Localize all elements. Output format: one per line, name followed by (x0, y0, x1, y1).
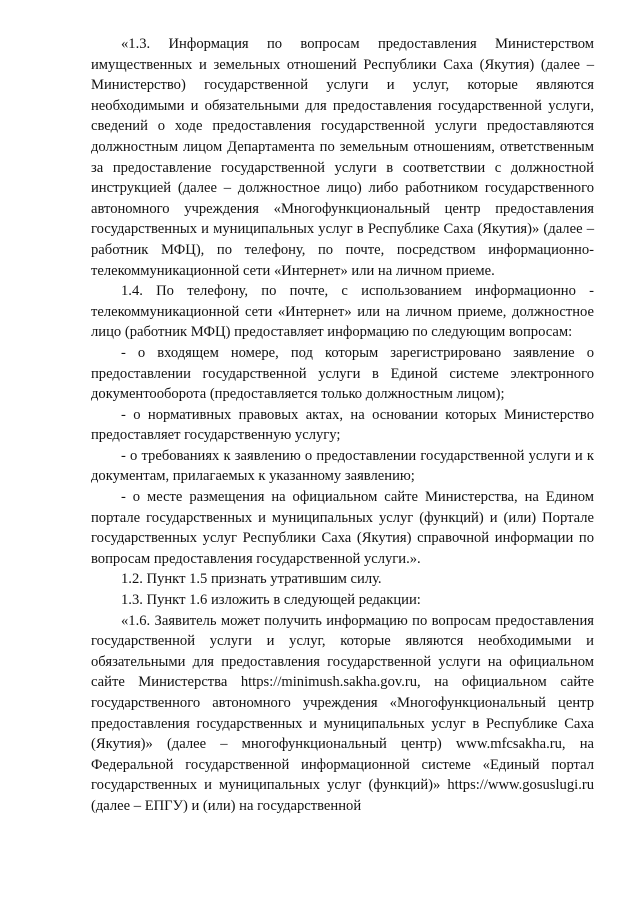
list-item-application-requirements: - о требованиях к заявлению о предоставлении государственной услуги и к документам, прилагаемых к указанному заявлению; (91, 447, 594, 485)
paragraph-1-4-channels: 1.4. По телефону, по почте, с использованием информационно - телекоммуникационной сети «Интернет» или на личном приеме, должностное лицо (работник МФЦ) предоставляет информацию по следующим вопросам: (91, 283, 594, 341)
paragraph-1-3-information: «1.3. Информация по вопросам предоставления Министерством имущественных и земельных отношений Республики Саха (Якутия) (далее – Министерство) государственной услуги и услуг, которые являются необходимыми и обязательными для предоставления государственной услуги, сведений о ходе предоставления государственной услуги предоставляются должностным лицом Департамента по земельным отношениям, ответственным за предоставление государственной услуги в соответствии с должностной инструкцией (далее – должностное лицо) либо работником государственного автономного учреждения «Многофункциональный центр предоставления государственных и муниципальных услуг в Республике Саха (Якутия)» (далее – работник МФЦ), по телефону, по почте, посредством информационно-телекоммуникационной сети «Интернет» или на личном приеме. (91, 36, 594, 279)
list-item-legal-acts: - о нормативных правовых актах, на основании которых Министерство предоставляет государственную услугу; (91, 406, 594, 444)
document-page (91, 34, 594, 817)
paragraph-point-1-6-amend: 1.3. Пункт 1.6 изложить в следующей редакции: (121, 592, 421, 609)
paragraph-point-1-5-void: 1.2. Пункт 1.5 признать утратившим силу. (121, 571, 382, 588)
paragraph-1-6-applicant-info: «1.6. Заявитель может получить информацию по вопросам предоставления государственной услуги и услуг, которые являются необходимыми и обязательными для предоставления государственной услуги на официальном сайте Министерства https://minimush.sakha.gov.ru, на официальном сайте государственного автономного учреждения «Многофункциональный центр предоставления государственных и муниципальных услуг в Республике Саха (Якутия)» (далее – многофункциональный центр) www.mfcsakha.ru, на Федеральной государственной информационной системе «Единый портал государственных и муниципальных услуг (функций)» https://www.gosuslugi.ru (далее – ЕПГУ) и (или) на государственной (91, 612, 594, 814)
list-item-incoming-number: - о входящем номере, под которым зарегистрировано заявление о предоставлении государственной услуги в Единой системе электронного документооборота (предоставляется только должностным лицом); (91, 344, 594, 403)
list-item-website-placement: - о месте размещения на официальном сайте Министерства, на Едином портале государственных и муниципальных услуг (функций) и (или) Портале государственных услуг Республики Саха (Якутия) справочной информации по вопросам предоставления государственной услуги.». (91, 489, 594, 567)
